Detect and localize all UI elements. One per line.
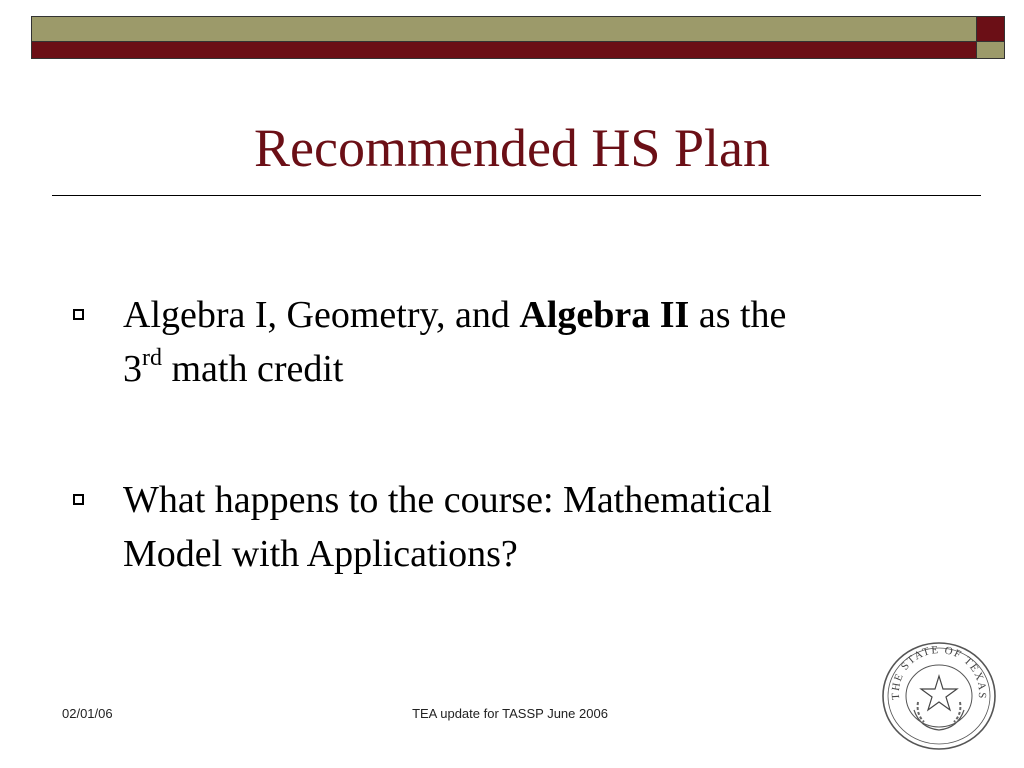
footer-caption: TEA update for TASSP June 2006 <box>412 706 608 721</box>
bullet-text-1 <box>123 288 943 396</box>
bullet-1-superscript: rd <box>142 345 162 372</box>
bullet-1-text-b: as the <box>689 294 787 336</box>
bullet-1-bold: Algebra II <box>519 294 690 336</box>
slide-title: Recommended HS Plan <box>254 118 770 178</box>
bullet-2-line-1: What happens to the course: Mathematical <box>123 479 772 521</box>
bullet-1-number: 3 <box>123 348 142 390</box>
footer-date: 02/01/06 <box>62 706 113 721</box>
bullet-2-line-2: Model with Applications? <box>123 533 518 575</box>
hollow-square-bullet-icon <box>73 309 84 320</box>
texas-state-seal-icon <box>880 640 998 752</box>
bullet-text-2 <box>123 473 943 581</box>
bullet-1-text-a: Algebra I, Geometry, and <box>123 294 520 336</box>
bullet-1-text-c: math credit <box>162 348 344 390</box>
hollow-square-bullet-icon <box>73 494 84 505</box>
svg-text:THE STATE OF TEXAS <box>890 644 988 700</box>
seal-text: THE STATE OF TEXAS <box>889 643 989 701</box>
